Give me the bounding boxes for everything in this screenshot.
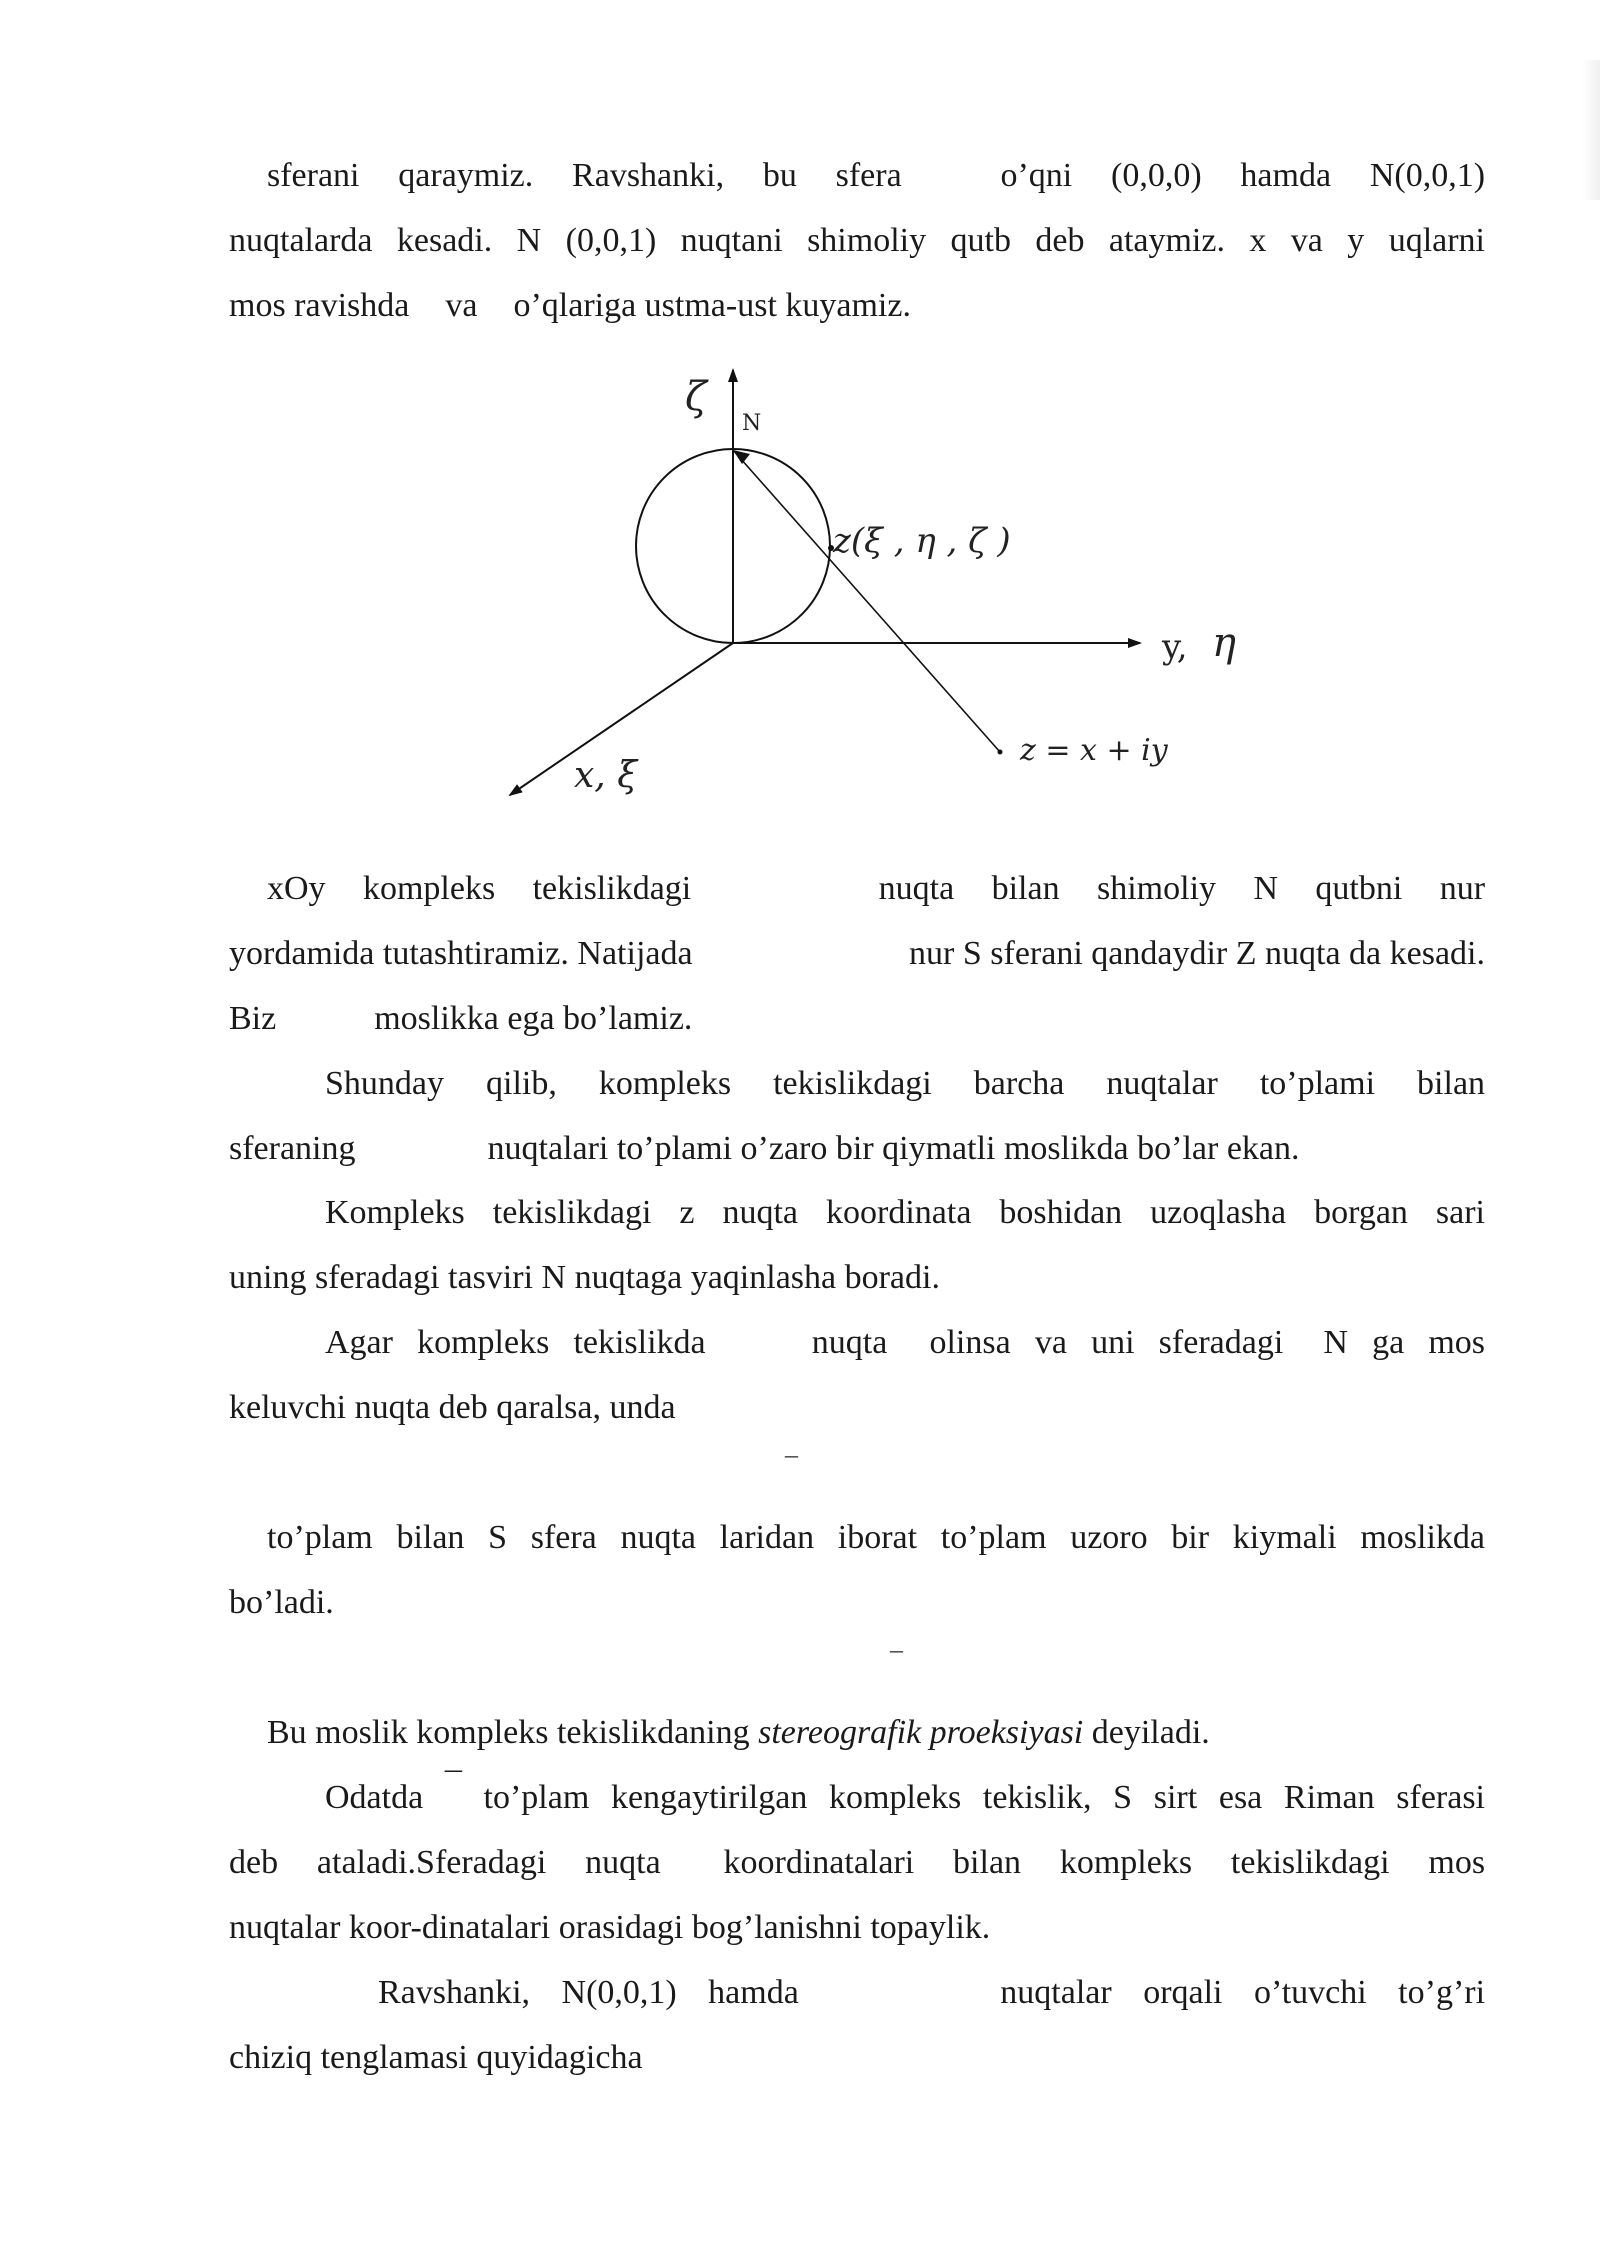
plane-point-marker <box>998 750 1003 755</box>
stereographic-projection-figure <box>490 360 1270 820</box>
eta-axis-label: η <box>1212 620 1236 666</box>
text-line: deb ataladi.Sferadagi nuqta koordinatalari bilan kompleks tekislikdagi mos <box>229 1844 1486 1881</box>
projection-ray <box>733 450 1000 752</box>
text-line: Kompleks tekislikdagi z nuqta koordinata boshidan uzoqlasha borgan sari <box>325 1194 1485 1231</box>
text-line: bo’ladi. <box>229 1584 334 1621</box>
paragraph-north-pole-limit <box>229 1180 1485 1310</box>
sphere-point-label: z(ξ , η , ζ ) <box>833 521 1011 561</box>
text-line: keluvchi nuqta deb qaralsa, unda <box>229 1389 676 1426</box>
text-line: Biz moslikka ega bo’lamiz. <box>229 1000 693 1037</box>
page-edge-shadow <box>1582 60 1600 200</box>
text-line: Ravshanki, N(0,0,1) hamda nuqtalar orqali o’tuvchi to’g’ri <box>378 1974 1486 2011</box>
zeta-label: ζ <box>685 374 707 420</box>
text-line: sferaning nuqtalari to’plami o’zaro bir qiymatli moslikda bo’lar ekan. <box>229 1130 1300 1167</box>
paragraph-line-equation <box>229 1960 1485 2090</box>
north-pole-label: N <box>742 411 762 436</box>
paragraph-projection-ray <box>229 856 1485 1051</box>
text-line: mos ravishda va o’qlariga ustma-ust kuyamiz. <box>229 287 911 324</box>
text-line: uning sferadagi tasviri N nuqtaga yaqinlasha boradi. <box>229 1259 940 1296</box>
paragraph-riemann-sphere <box>229 1765 1485 1960</box>
text-line: to’plam bilan S sfera nuqta laridan iborat to’plam uzoro bir kiymali moslikda <box>267 1519 1485 1556</box>
text-line: chiziq tenglamasi quyidagicha <box>229 2039 643 2076</box>
paragraph-bijection <box>229 1051 1485 1181</box>
x-axis-label: x, ξ <box>574 755 638 796</box>
text-line: Agar kompleks tekislikda nuqta olinsa va uni sferadagi N ga mos <box>325 1324 1486 1361</box>
formula-mark: – <box>890 1635 903 1664</box>
text-line: sferani qaraymiz. Ravshanki, bu sfera o’qni (0,0,0) hamda N(0,0,1) <box>267 157 1486 194</box>
stereographic-term: stereografik proeksiyasi <box>758 1714 1084 1751</box>
text-line: Odatda ¯ to’plam kengaytirilgan kompleks tekislik, S sirt esa Riman sferasi <box>325 1767 1486 1816</box>
paragraph-stereographic-definition <box>229 1700 1485 1765</box>
formula-mark: – <box>785 1440 798 1469</box>
paragraph-set-correspondence <box>229 1505 1485 1635</box>
y-axis-label: y, <box>1162 627 1188 667</box>
text-line: xOy kompleks tekislikdagi nuqta bilan shimoliy N qutbni nur <box>267 870 1486 907</box>
text-line: nuqtalar koor-dinatalari orasidagi bog’lanishni topaylik. <box>229 1909 991 1946</box>
paragraph-sphere-intro <box>229 143 1485 338</box>
plane-point-label: z = x + iy <box>1020 733 1168 768</box>
text-line: Shunday qilib, kompleks tekislikdagi barcha nuqtalar to’plami bilan <box>325 1065 1486 1102</box>
paragraph-infinity-point <box>229 1310 1485 1440</box>
text-line: yordamida tutashtiramiz. Natijada nur S sferani qandaydir Z nuqta da kesadi. <box>229 935 1485 972</box>
north-pole-marker <box>733 450 750 464</box>
text-line: Bu moslik kompleks tekislikdaning stereografik proeksiyasi deyiladi. <box>267 1714 1210 1751</box>
text-line: nuqtalarda kesadi. N (0,0,1) nuqtani shimoliy qutb deb ataymiz. x va y uqlarni <box>229 222 1485 259</box>
